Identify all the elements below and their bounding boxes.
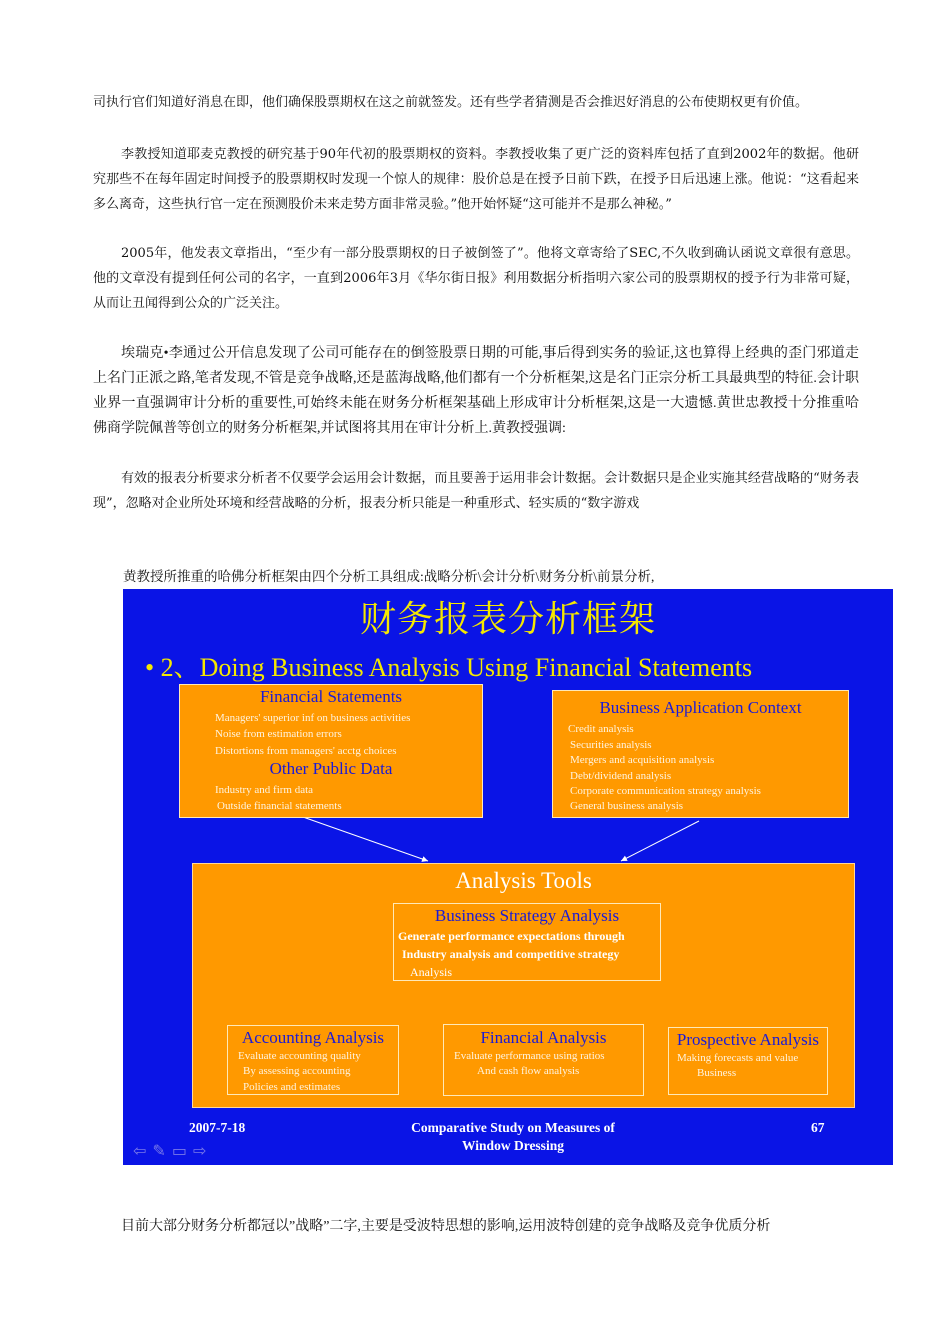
box-line: And cash flow analysis xyxy=(477,1065,580,1077)
slide-bullet: • 2、Doing Business Analysis Using Financial Statements xyxy=(145,653,753,682)
slide-nav xyxy=(133,1141,206,1160)
accounting-analysis-title: Accounting Analysis xyxy=(241,1028,385,1047)
financial-analysis-box xyxy=(443,1024,644,1096)
paragraph-5: 有效的报表分析要求分析者不仅要学会运用会计数据，而且要善于运用非会计数据。会计数据只是企业实施其经营战略的“财务表现”，忽略对企业所处环境和经营战略的分析，报表分析只能是一种重形式、轻实质的“数字游戏 xyxy=(93,471,859,511)
box-line: Analysis xyxy=(410,965,452,979)
slide-image xyxy=(123,589,893,1165)
footer-line-2: Window Dressing xyxy=(462,1138,564,1153)
financial-statements-box xyxy=(179,684,483,818)
box-line: Industry and firm data xyxy=(215,784,314,796)
pen-icon[interactable]: ✎ xyxy=(152,1141,166,1160)
slide-page-number: 67 xyxy=(811,1120,825,1135)
box-line: Industry analysis and competitive strategy xyxy=(402,947,620,961)
box-line: Outside financial statements xyxy=(217,800,342,812)
paragraph-4: 埃瑞克•李通过公开信息发现了公司可能存在的倒签股票日期的可能,事后得到实务的验证,这也算得上经典的歪门邪道走上名门正派之路,笔者发现,不管是竞争战略,还是蓝海战略,他们都有一个分析框架,这是名门正宗分析工具最典型的特征.会计职业界一直强调审计分析的重要性,可始终未能在财务分析框架基础上形成审计分析框架,这是一大遗憾.黄世忠教授十分推重哈佛商学院佩普等创立的财务分析框架,并试图将其用在审计分析上.黄教授强调: xyxy=(93,346,859,436)
paragraph-3: 2005年，他发表文章指出，“至少有一部分股票期权的日子被倒签了”。他将文章寄给了SEC,不久收到确认函说文章很有意思。他的文章没有提到任何公司的名字，一直到2006年3月《华尔街日报》利用数据分析指明六家公司的股票期权的授予行为非常可疑，从而让丑闻得到公众的广泛关注。 xyxy=(93,246,859,311)
box-line: By assessing accounting xyxy=(243,1065,351,1077)
paragraph-2: 李教授知道耶麦克教授的研究基于90年代初的股票期权的资料。李教授收集了更广泛的资料库包括了直到2002年的数据。他研究那些不在每年固定时间授予的股票期权时发现一个惊人的规律：股价总是在授予日前下跌，在授予日后迅速上涨。他说：“这看起来多么离奇，这些执行官一定在预测股价未来走势方面非常灵验。”他开始怀疑“这可能并不是那么神秘。” xyxy=(93,147,859,212)
arrow-left-icon[interactable]: ⇦ xyxy=(133,1141,147,1160)
box-line: Corporate communication strategy analysis xyxy=(570,785,761,797)
analysis-tools-title: Analysis Tools xyxy=(455,868,592,893)
financial-analysis-title: Financial Analysis xyxy=(480,1028,607,1047)
figure-caption: 黄教授所推重的哈佛分析框架由四个分析工具组成:战略分析\会计分析\财务分析\前景分析, xyxy=(123,569,655,584)
box-line: Securities analysis xyxy=(570,739,652,751)
box-line: Evaluate performance using ratios xyxy=(454,1050,605,1062)
business-context-box xyxy=(552,690,849,818)
accounting-analysis-box xyxy=(227,1025,399,1095)
box-line: Distortions from managers' acctg choices xyxy=(215,745,397,757)
box-line: Making forecasts and value xyxy=(677,1052,799,1064)
slide-footer-title xyxy=(363,1119,663,1155)
arrow-right-icon[interactable]: ⇨ xyxy=(192,1141,207,1160)
box-line: Policies and estimates xyxy=(243,1081,341,1093)
screen-icon[interactable]: ▭ xyxy=(171,1141,187,1160)
paragraph-6: 目前大部分财务分析都冠以”战略”二字,主要是受波特思想的影响,运用波特创建的竞争战略及竞争优质分析 xyxy=(121,1219,771,1234)
box-line: Evaluate accounting quality xyxy=(238,1050,361,1062)
prospective-analysis-box xyxy=(668,1027,828,1095)
slide-title: 财务报表分析框架 xyxy=(359,599,656,640)
box-line: Generate performance expectations through xyxy=(398,929,625,943)
business-context-title: Business Application Context xyxy=(599,698,802,717)
box-line: General business analysis xyxy=(570,800,684,812)
box-line: Business xyxy=(697,1067,737,1079)
strategy-analysis-title: Business Strategy Analysis xyxy=(434,906,620,925)
paragraph-1: 司执行官们知道好消息在即，他们确保股票期权在这之前就签发。还有些学者猜测是否会推迟好消息的公布使期权更有价值。 xyxy=(93,95,809,110)
prospective-analysis-title: Prospective Analysis xyxy=(676,1030,820,1049)
footer-line-1: Comparative Study on Measures of xyxy=(411,1120,615,1135)
financial-statements-title: Financial Statements xyxy=(259,687,403,706)
box-line: Noise from estimation errors xyxy=(215,728,342,740)
other-public-data-title: Other Public Data xyxy=(269,759,393,778)
slide-date: 2007-7-18 xyxy=(189,1120,246,1135)
box-line: Debt/dividend analysis xyxy=(570,770,672,782)
box-line: Credit analysis xyxy=(568,723,634,735)
strategy-analysis-box xyxy=(393,903,661,981)
box-line: Mergers and acquisition analysis xyxy=(570,754,715,766)
box-line: Managers' superior inf on business activities xyxy=(215,712,411,724)
